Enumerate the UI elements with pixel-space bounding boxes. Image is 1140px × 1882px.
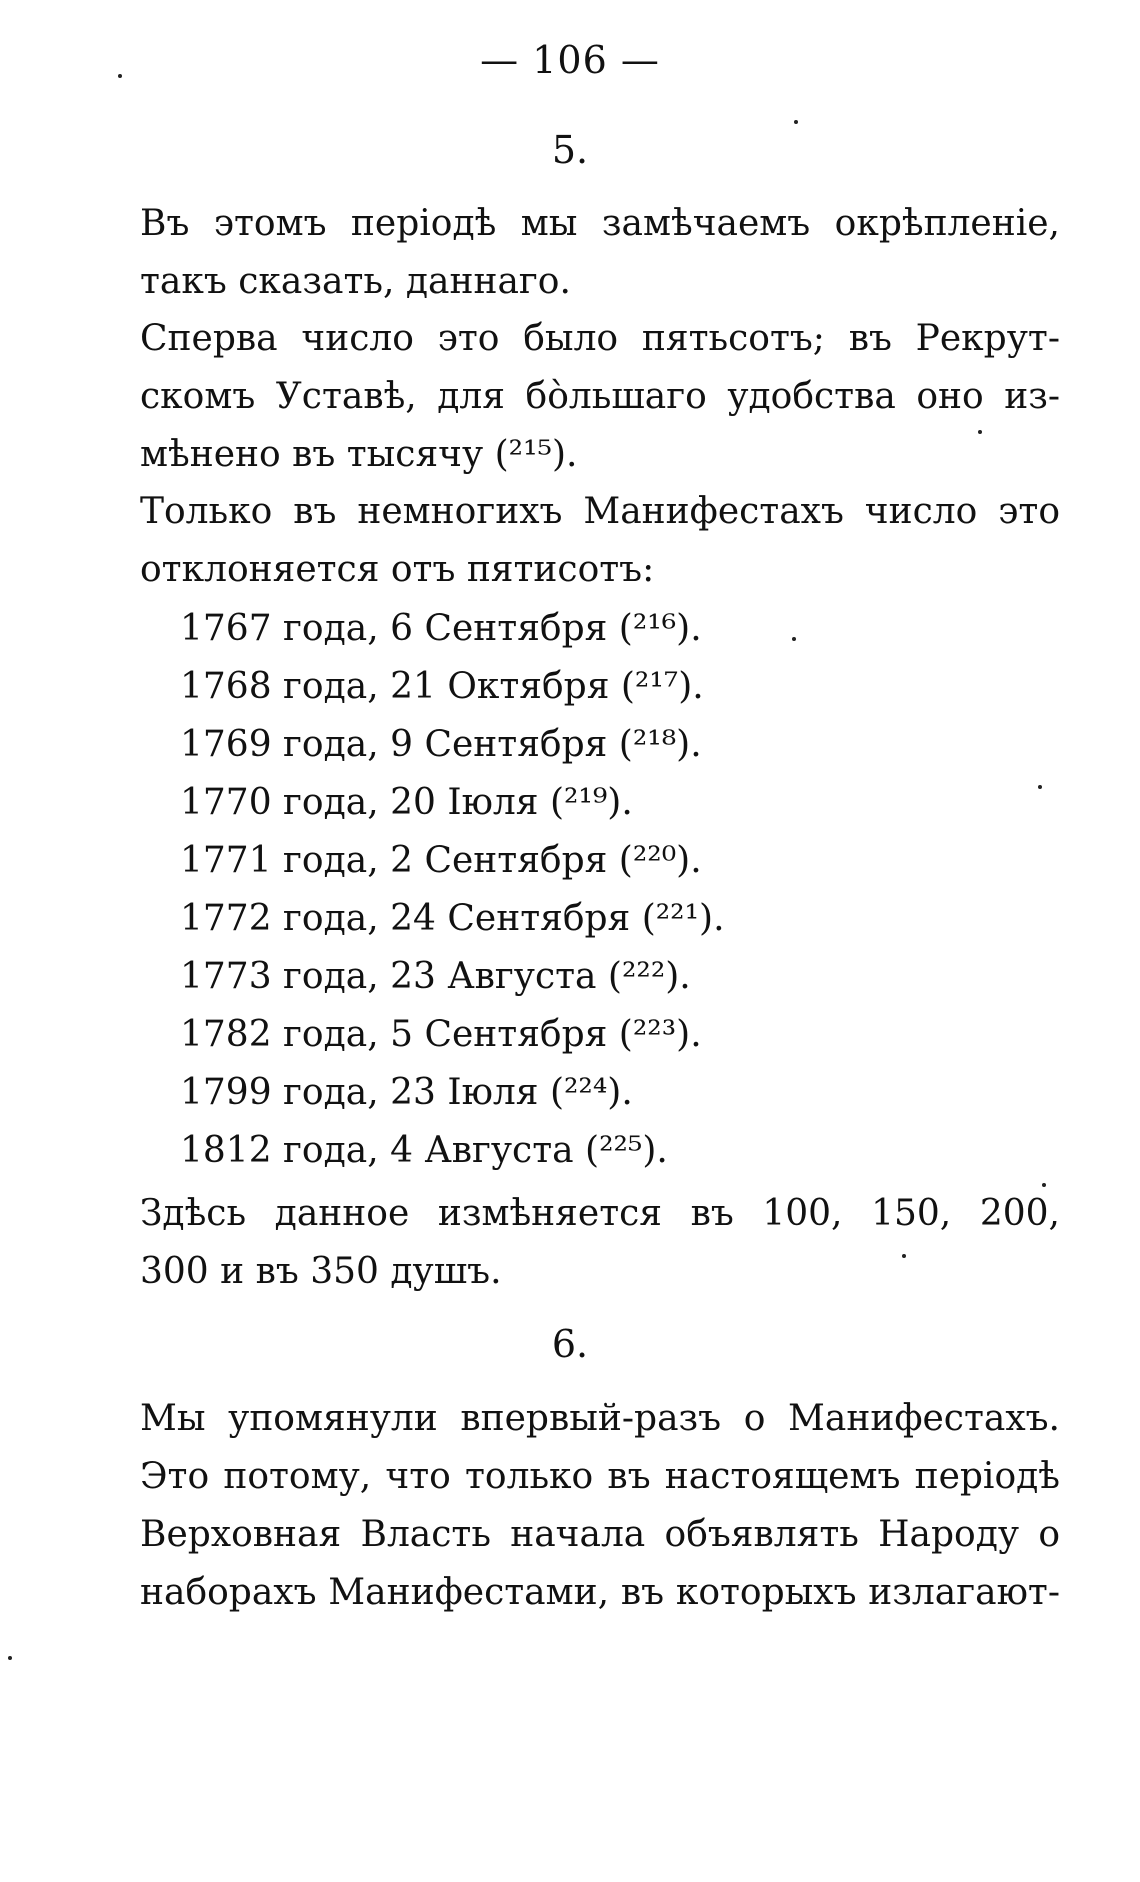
list-item: 1812 года, 4 Августа (²²⁵). (180, 1130, 668, 1171)
section-number-5: 5. (551, 128, 589, 172)
paragraph-5-2 (140, 310, 1060, 484)
list-item: 1772 года, 24 Сентября (²²¹). (180, 898, 725, 939)
list-item: 1768 года, 21 Октября (²¹⁷). (180, 666, 704, 707)
list-item: 1782 года, 5 Сентября (²²³). (180, 1014, 702, 1055)
text-line: Здѣсь данное измѣняется въ 100, 150, 200, (140, 1193, 1060, 1234)
scan-speck (902, 1254, 906, 1258)
section-number-6: 6. (551, 1322, 589, 1366)
text-line: Только въ немногихъ Манифестахъ число это (140, 491, 1060, 532)
scan-speck (792, 637, 796, 641)
list-item: 1799 года, 23 Іюля (²²⁴). (180, 1072, 633, 1113)
page-number: — 106 — (480, 38, 660, 82)
text-line: Въ этомъ періодѣ мы замѣчаемъ окрѣпленіе, (140, 203, 1060, 244)
text-line: Мы упомянули впервый-разъ о Манифестахъ. (140, 1398, 1060, 1439)
scan-speck (8, 1656, 12, 1660)
text-line: скомъ Уставѣ, для бо̀льшаго удобства оно из- (140, 376, 1060, 417)
scan-speck (118, 74, 122, 78)
list-item: 1773 года, 23 Августа (²²²). (180, 956, 691, 997)
text-line: отклоняется отъ пятисотъ: (140, 549, 655, 590)
scan-speck (1038, 785, 1042, 789)
paragraph-5-1 (140, 195, 1060, 311)
text-line: Сперва число это было пятьсотъ; въ Рекрут- (140, 318, 1060, 359)
scan-speck (794, 120, 798, 124)
list-item: 1770 года, 20 Іюля (²¹⁹). (180, 782, 633, 823)
text-line: наборахъ Манифестами, въ которыхъ излагают- (140, 1572, 1060, 1613)
text-line: Это потому, что только въ настоящемъ періодѣ (140, 1456, 1060, 1497)
text-line: 300 и въ 350 душъ. (140, 1251, 502, 1292)
text-line: Верховная Власть начала объявлять Народу о (140, 1514, 1060, 1555)
paragraph-5-3 (140, 483, 1060, 599)
text-line: мѣнено въ тысячу (²¹⁵). (140, 434, 578, 475)
scan-speck (978, 430, 982, 434)
paragraph-6-1 (140, 1390, 1060, 1622)
manifesto-date-list (180, 600, 725, 1180)
scan-speck (1042, 1183, 1046, 1187)
text-line: такъ сказать, даннаго. (140, 261, 571, 302)
paragraph-5-4 (140, 1185, 1060, 1301)
list-item: 1771 года, 2 Сентября (²²⁰). (180, 840, 702, 881)
list-item: 1767 года, 6 Сентября (²¹⁶). (180, 608, 702, 649)
list-item: 1769 года, 9 Сентября (²¹⁸). (180, 724, 702, 765)
